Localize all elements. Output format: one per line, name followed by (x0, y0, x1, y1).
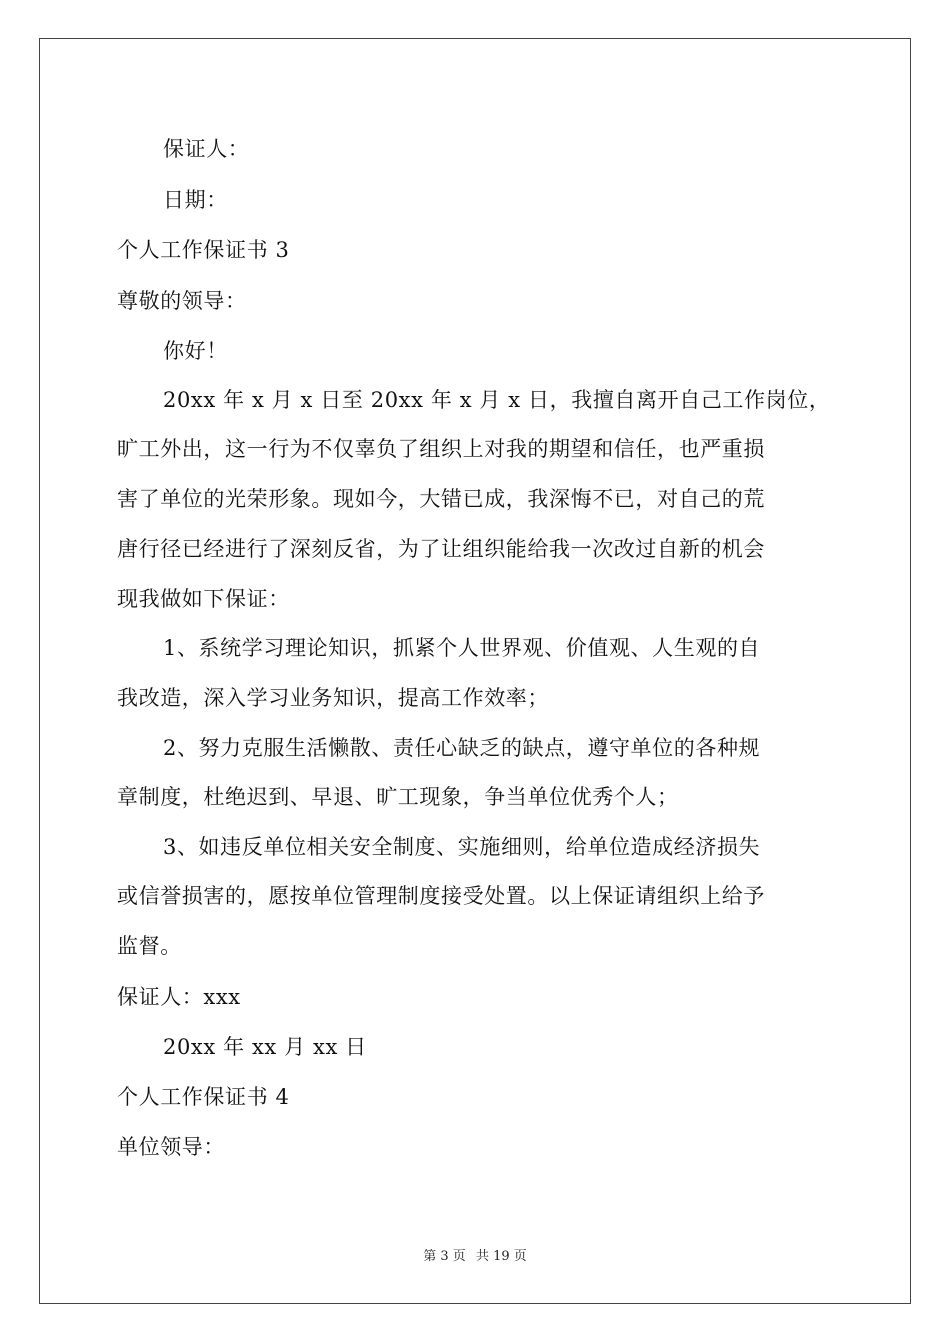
total-page-count: 共 19 页 (475, 1249, 527, 1264)
body-paragraph-line: 20xx 年 x 月 x 日至 20xx 年 x 月 x 日，我擅自离开自己工作岗位， (163, 388, 831, 412)
body-paragraph-line: 害了单位的光荣形象。现如今，大错已成，我深悔不已，对自己的荒 (117, 487, 765, 511)
salutation: 尊敬的领导： (117, 289, 247, 313)
page-border (39, 38, 911, 1304)
guarantor-label: 保证人： (163, 137, 250, 161)
body-paragraph-line: 唐行径已经进行了深刻反省，为了让组织能给我一次改过自新的机会 (117, 537, 765, 561)
pledge-item-3: 3、如违反单位相关安全制度、实施细则，给单位造成经济损失 (163, 835, 761, 859)
signature-line: 保证人：xxx (117, 985, 241, 1009)
body-paragraph-line: 旷工外出，这一行为不仅辜负了组织上对我的期望和信任，也严重损 (117, 437, 765, 461)
section-title: 个人工作保证书 3 (117, 238, 290, 262)
pledge-item-2-cont: 章制度，杜绝迟到、早退、旷工现象，争当单位优秀个人； (117, 785, 679, 809)
pledge-item-3-cont: 或信誉损害的，愿按单位管理制度接受处置。以上保证请组织上给予 (117, 884, 765, 908)
current-page-number: 第 3 页 (423, 1249, 466, 1264)
pledge-item-3-cont: 监督。 (117, 934, 182, 958)
signature-date: 20xx 年 xx 月 xx 日 (163, 1035, 367, 1059)
greeting: 你好！ (163, 339, 228, 363)
body-paragraph-line: 现我做如下保证： (117, 587, 290, 611)
pledge-item-1: 1、系统学习理论知识，抓紧个人世界观、价值观、人生观的自 (163, 636, 761, 660)
salutation: 单位领导： (117, 1135, 225, 1159)
pledge-item-2: 2、努力克服生活懒散、责任心缺乏的缺点，遵守单位的各种规 (163, 736, 761, 760)
page-footer (0, 1248, 950, 1266)
section-title: 个人工作保证书 4 (117, 1085, 290, 1109)
pledge-item-1-cont: 我改造，深入学习业务知识，提高工作效率； (117, 686, 549, 710)
date-label: 日期： (163, 188, 228, 212)
